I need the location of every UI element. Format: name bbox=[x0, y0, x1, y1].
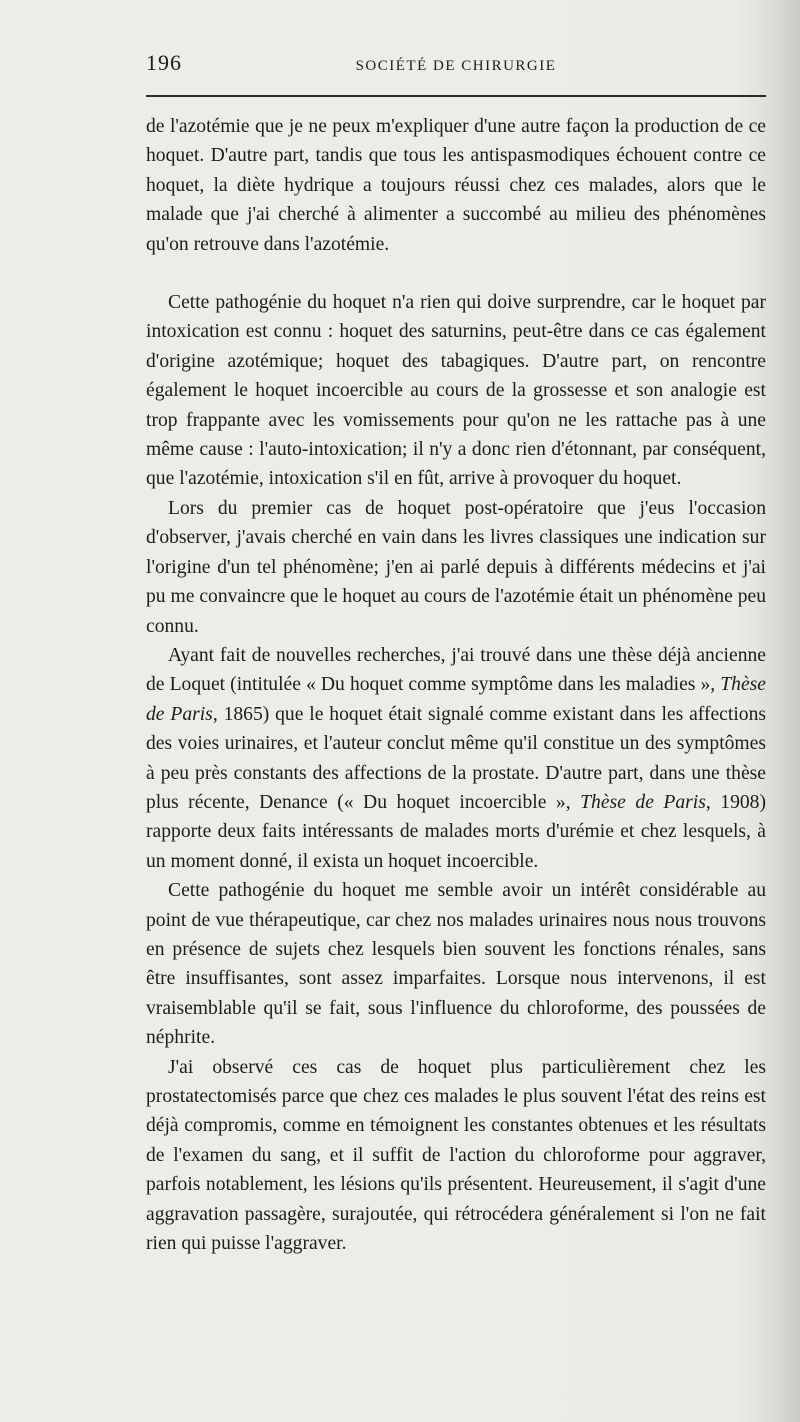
text-run: Ayant fait de nouvelles recherches, j'ai trouvé dans une thèse déjà ancienne de Loquet (intitulée « Du hoquet comme symptôme dans les maladies », bbox=[146, 644, 766, 696]
header-rule bbox=[146, 95, 766, 97]
paragraph bbox=[146, 641, 766, 876]
paragraph: Cette pathogénie du hoquet me semble avoir un intérêt considérable au point de vue thérapeutique, car chez nos malades urinaires nous nous trouvons en présence de sujets chez lesquels bien souvent les fonctions rénales, sans être insuffisantes, sont assez imparfaites. Lorsque nous intervenons, il est vraisemblable qu'il se fait, sous l'influence du chloroforme, des poussées de néphrite. bbox=[146, 880, 766, 1049]
page-header bbox=[146, 50, 766, 80]
text-run: , 1908) rapporte deux faits intéressants de malades morts d'urémie et chez lesquels, à un moment donné, il exista un hoquet incoercible. bbox=[146, 791, 767, 872]
body-text bbox=[146, 112, 766, 1258]
citation-title: Thèse de Paris bbox=[580, 791, 706, 813]
paragraph: J'ai observé ces cas de hoquet plus particulièrement chez les prostatectomisés parce que chez ces malades le plus souvent l'état des reins est déjà compromis, comme en témoignent les constantes obtenues et les résultats de l'examen du sang, et il suffit de l'action du chloroforme pour aggraver, parfois notablement, les lésions qu'ils présentent. Heureusement, il s'agit d'une aggravation passagère, surajoutée, qui rétrocédera généralement si l'on ne fait rien qui puisse l'aggraver. bbox=[146, 1056, 766, 1255]
paragraph: Lors du premier cas de hoquet post-opératoire que j'eus l'occasion d'observer, j'avais cherché en vain dans les livres classiques une indication sur l'origine d'un tel phénomène; j'en ai parlé depuis à différents médecins et j'ai pu me convaincre que le hoquet au cours de l'azotémie était un phénomène peu connu. bbox=[146, 497, 766, 637]
page-number: 196 bbox=[146, 50, 182, 75]
citation-title: Thèse de Paris bbox=[146, 674, 766, 725]
paragraph: de l'azotémie que je ne peux m'expliquer d'une autre façon la production de ce hoquet. D'autre part, tandis que tous les antispasmodiques échouent contre ce hoquet, la diète hydrique a toujours réussi chez ces malades, alors que le malade que j'ai cherché à alimenter a succombé au milieu des phénomènes qu'on retrouve dans l'azotémie. bbox=[146, 116, 766, 255]
paragraph: Cette pathogénie du hoquet n'a rien qui doive surprendre, car le hoquet par intoxication est connu : hoquet des saturnins, peut-être dans ce cas également d'origine azotémique; hoquet des tabagiques. D'autre part, on rencontre également le hoquet incoercible au cours de la grossesse et son analogie est trop frappante avec les vomissements pour qu'on ne les rattache pas à une même cause : l'auto-intoxication; il n'y a donc rien d'étonnant, par conséquent, que l'azotémie, intoxication s'il en fût, arrive à provoquer du hoquet. bbox=[146, 292, 766, 490]
running-title: SOCIÉTÉ DE CHIRURGIE bbox=[355, 58, 557, 74]
text-run: , 1865) que le hoquet était signalé comme existant dans les affections des voies urinaires, et l'auteur conclut même qu'il constitue un des symptômes à peu près constants des affections de la prostate. D'autre part, dans une thèse plus récente, Denance (« Du hoquet incoercible », bbox=[146, 703, 766, 813]
